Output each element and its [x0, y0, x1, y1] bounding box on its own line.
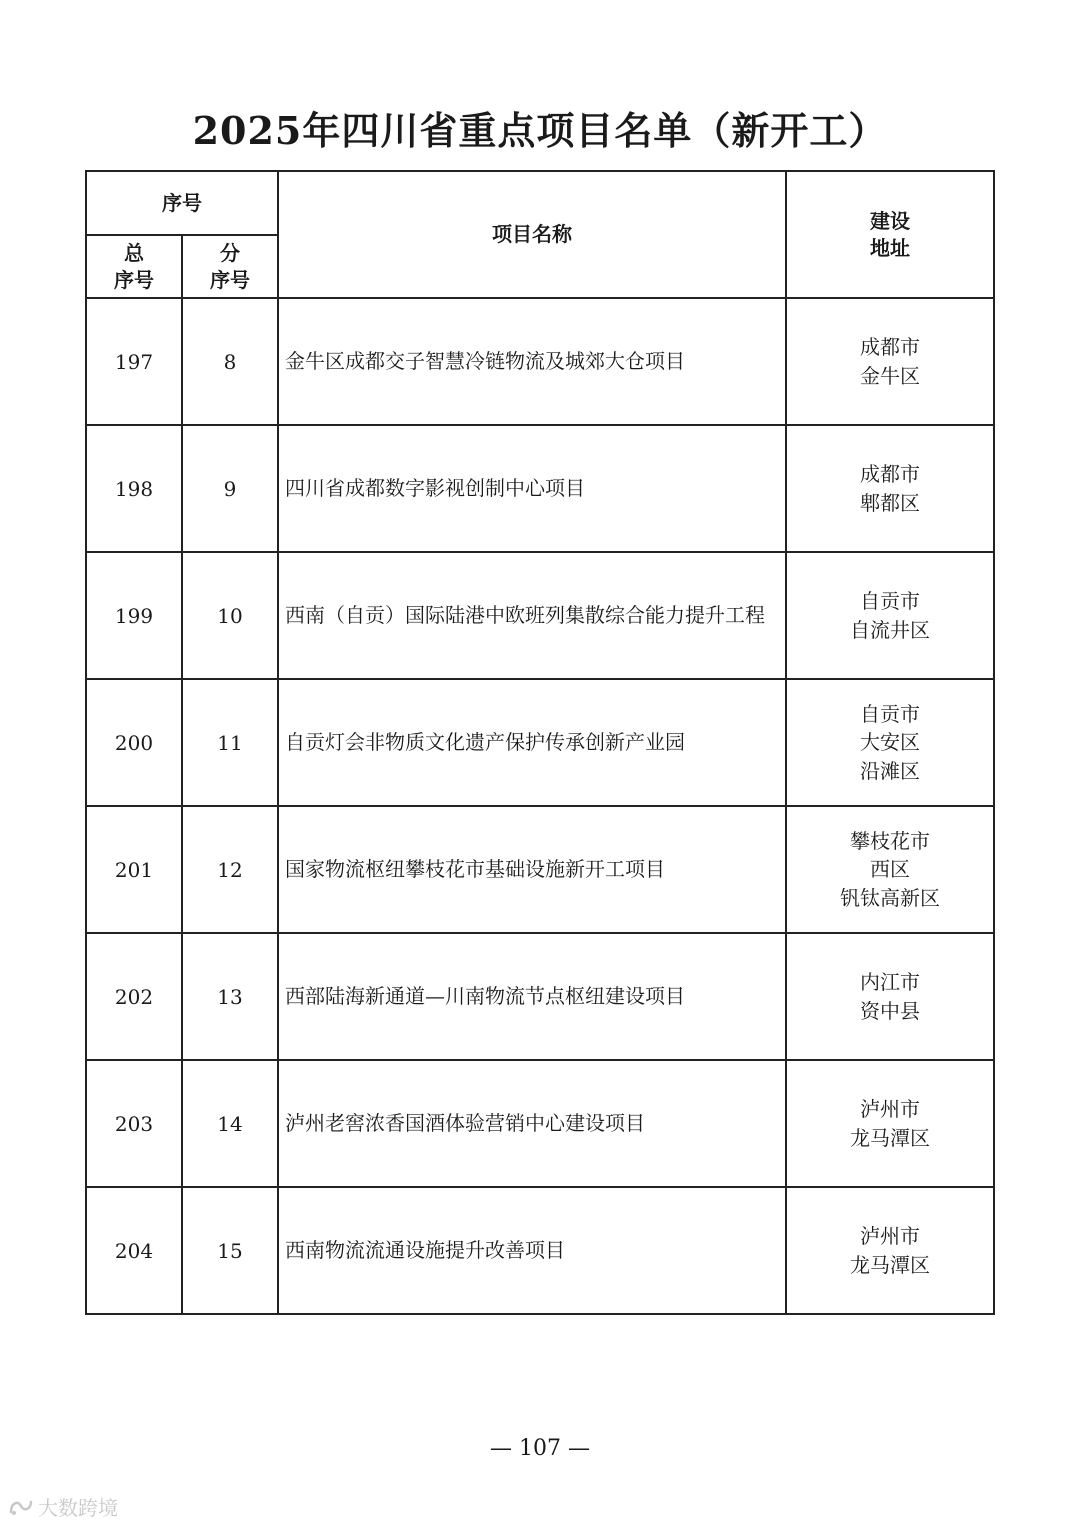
table-row — [86, 298, 994, 425]
sub-seq-cell: 9 — [182, 425, 278, 552]
sub-seq-cell: 15 — [182, 1187, 278, 1314]
table-row — [86, 1187, 994, 1314]
page-number: — 107 — — [490, 1436, 590, 1461]
watermark-text: 大数跨境 — [38, 1496, 118, 1520]
project-name-cell: 四川省成都数字影视创制中心项目 — [278, 425, 786, 552]
header-total-seq: 总 序号 — [86, 235, 182, 298]
project-name-cell: 西南（自贡）国际陆港中欧班列集散综合能力提升工程 — [278, 552, 786, 679]
project-name-cell: 自贡灯会非物质文化遗产保护传承创新产业园 — [278, 679, 786, 806]
address-cell: 成都市 金牛区 — [786, 298, 994, 425]
header-address: 建设 地址 — [786, 171, 994, 298]
page-title: 2025年四川省重点项目名单（新开工） — [192, 108, 888, 153]
sub-seq-cell: 10 — [182, 552, 278, 679]
table-row — [86, 1060, 994, 1187]
address-cell: 泸州市 龙马潭区 — [786, 1187, 994, 1314]
sub-seq-cell: 8 — [182, 298, 278, 425]
header-sub-seq: 分 序号 — [182, 235, 278, 298]
total-seq-cell: 203 — [86, 1060, 182, 1187]
watermark — [8, 1492, 118, 1521]
table-row — [86, 425, 994, 552]
total-seq-cell: 200 — [86, 679, 182, 806]
address-cell: 攀枝花市 西区 钒钛高新区 — [786, 806, 994, 933]
address-cell: 成都市 郫都区 — [786, 425, 994, 552]
total-seq-cell: 204 — [86, 1187, 182, 1314]
header-project-name: 项目名称 — [278, 171, 786, 298]
table-row — [86, 933, 994, 1060]
sub-seq-cell: 14 — [182, 1060, 278, 1187]
total-seq-cell: 201 — [86, 806, 182, 933]
sub-seq-cell: 13 — [182, 933, 278, 1060]
address-cell: 自贡市 自流井区 — [786, 552, 994, 679]
total-seq-cell: 199 — [86, 552, 182, 679]
project-name-cell: 金牛区成都交子智慧冷链物流及城郊大仓项目 — [278, 298, 786, 425]
address-cell: 自贡市 大安区 沿滩区 — [786, 679, 994, 806]
total-seq-cell: 197 — [86, 298, 182, 425]
total-seq-cell: 202 — [86, 933, 182, 1060]
watermark-logo-icon — [8, 1497, 34, 1517]
table-row — [86, 806, 994, 933]
project-name-cell: 西南物流流通设施提升改善项目 — [278, 1187, 786, 1314]
table-row — [86, 552, 994, 679]
sub-seq-cell: 11 — [182, 679, 278, 806]
address-cell: 内江市 资中县 — [786, 933, 994, 1060]
address-cell: 泸州市 龙马潭区 — [786, 1060, 994, 1187]
project-name-cell: 西部陆海新通道—川南物流节点枢纽建设项目 — [278, 933, 786, 1060]
table-row — [86, 679, 994, 806]
project-name-cell: 国家物流枢纽攀枝花市基础设施新开工项目 — [278, 806, 786, 933]
sub-seq-cell: 12 — [182, 806, 278, 933]
total-seq-cell: 198 — [86, 425, 182, 552]
project-name-cell: 泸州老窖浓香国酒体验营销中心建设项目 — [278, 1060, 786, 1187]
header-seq: 序号 — [86, 171, 278, 235]
project-table — [85, 170, 995, 1315]
